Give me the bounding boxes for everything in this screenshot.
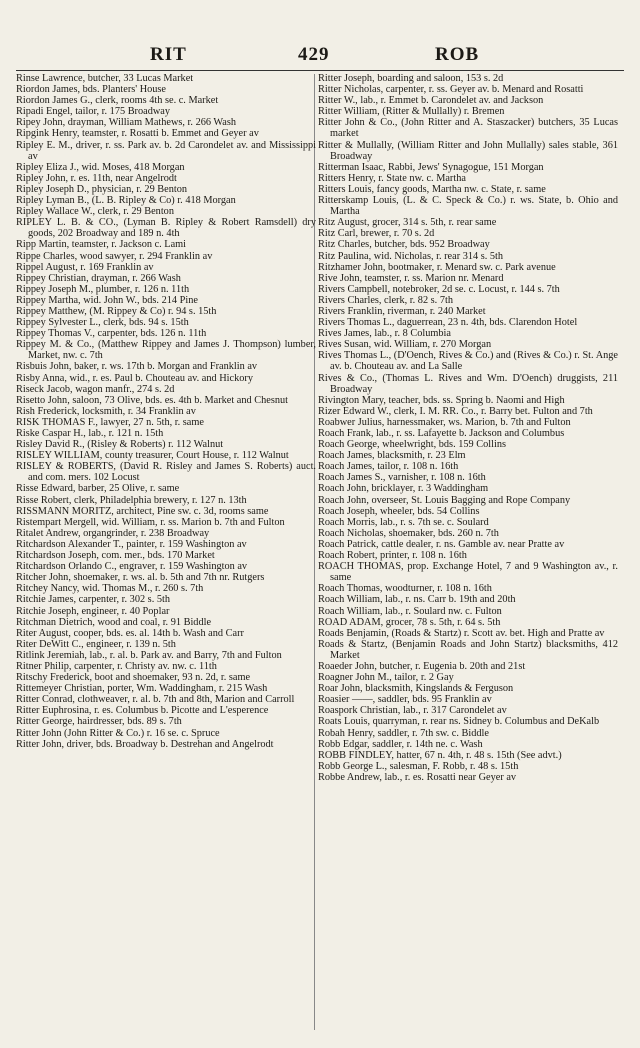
directory-entry: RISLEY WILLIAM, county treasurer, Court House, r. 112 Walnut xyxy=(16,450,289,462)
directory-entry: Ripey John, drayman, William Mathews, r. 266 Wash xyxy=(16,117,237,129)
directory-entry: Roaspork Christian, lab., r. 317 Carondelet av xyxy=(318,705,507,717)
directory-entry: RISLEY & ROBERTS, (David R. Risley and James S. Roberts) auct. and com. mers. 102 Locust xyxy=(16,461,316,484)
directory-entry: Ritz August, grocer, 314 s. 5th, r. rear same xyxy=(318,217,497,229)
directory-entry: Roads & Startz, (Benjamin Roads and John Startz) blacksmiths, 412 Market xyxy=(318,638,618,661)
right-column xyxy=(318,73,618,783)
directory-entry: Ritter Nicholas, carpenter, r. ss. Geyer av. b. Menard and Rosatti xyxy=(318,84,584,96)
directory-entry: Rippey Sylvester L., clerk, bds. 94 s. 15th xyxy=(16,317,189,329)
directory-entry: Ritter William, (Ritter & Mullally) r. Bremen xyxy=(318,106,505,118)
directory-entry: Riter August, cooper, bds. es. al. 14th b. Wash and Carr xyxy=(16,627,244,639)
directory-entry: Risby Anna, wid., r. es. Paul b. Chouteau av. and Hickory xyxy=(16,372,253,384)
directory-entry: Roach Morris, lab., r. s. 7th se. c. Soulard xyxy=(318,516,489,528)
directory-entry: Rippey Joseph M., plumber, r. 126 n. 11th xyxy=(16,283,190,295)
directory-entry: Roach James, tailor, r. 108 n. 16th xyxy=(318,461,459,473)
directory-entry: Roabwer Julius, harnessmaker, ws. Marion, b. 7th and Fulton xyxy=(318,416,571,428)
header-rule xyxy=(16,70,624,71)
directory-entry: Rippe Charles, wood sawyer, r. 294 Franklin av xyxy=(16,250,213,262)
directory-entry: Roach James, blacksmith, r. 23 Elm xyxy=(318,450,466,462)
directory-entry: RIPLEY L. B. & CO., (Lyman B. Ripley & Robert Ramsdell) dry goods, 202 Broadway and 189 n. 4th xyxy=(16,217,316,240)
directory-entry: Robb George L., salesman, F. Robb, r. 48 s. 15th xyxy=(318,760,519,772)
directory-entry: Rinse Lawrence, butcher, 33 Lucas Market xyxy=(16,73,194,84)
directory-entry: Ritterman Isaac, Rabbi, Jews' Synagogue, 151 Morgan xyxy=(318,161,544,173)
page-number: 429 xyxy=(298,44,330,65)
directory-entry: Ritters Henry, r. State nw. c. Martha xyxy=(318,172,466,184)
directory-entry: Rish Frederick, locksmith, r. 34 Franklin av xyxy=(16,405,196,417)
directory-entry: Ripley John, r. es. 11th, near Angelrodt xyxy=(16,172,177,184)
directory-entry: ROBB FINDLEY, hatter, 67 n. 4th, r. 48 s. 15th (See advt.) xyxy=(318,749,562,761)
directory-entry: Ritchie Joseph, engineer, r. 40 Poplar xyxy=(16,605,170,617)
directory-entry: Rippey Thomas V., carpenter, bds. 126 n. 11th xyxy=(16,328,207,340)
directory-entry: Roach William, lab., r. Soulard nw. c. Fulton xyxy=(318,605,502,617)
directory-entry: Robb Edgar, saddler, r. 14th ne. c. Wash xyxy=(318,738,483,750)
directory-entry: Roach Thomas, woodturner, r. 108 n. 16th xyxy=(318,583,492,595)
directory-entry: RISSMANN MORITZ, architect, Pine sw. c. 3d, rooms same xyxy=(16,505,269,517)
directory-entry: Ritter John & Co., (John Ritter and A. Staszacker) butchers, 35 Lucas market xyxy=(318,117,618,140)
directory-entry: Ripadi Engel, tailor, r. 175 Broadway xyxy=(16,106,171,118)
directory-entry: Ritter John, driver, bds. Broadway b. Destrehan and Angelrodt xyxy=(16,738,274,750)
directory-entry: Rippey Martha, wid. John W., bds. 214 Pine xyxy=(16,294,198,306)
directory-entry: Risse Edward, barber, 25 Olive, r. same xyxy=(16,483,180,495)
directory-entry: Ritter John (John Ritter & Co.) r. 16 se. c. Spruce xyxy=(16,727,220,739)
directory-entry: Ritcher John, shoemaker, r. ws. al. b. 5th and 7th nr. Rutgers xyxy=(16,572,265,584)
directory-entry: Rivers Campbell, notebroker, 2d se. c. Locust, r. 144 s. 7th xyxy=(318,283,560,295)
directory-entry: Rives James, lab., r. 8 Columbia xyxy=(318,328,451,340)
directory-entry: Riseck Jacob, wagon manfr., 274 s. 2d xyxy=(16,383,175,395)
directory-entry: Ritchman Dietrich, wood and coal, r. 91 Biddle xyxy=(16,616,212,628)
directory-entry: Roach Robert, printer, r. 108 n. 16th xyxy=(318,550,467,562)
directory-entry: Ritner Philip, carpenter, r. Christy av. nw. c. 11th xyxy=(16,660,217,672)
directory-entry: Rivington Mary, teacher, bds. ss. Spring b. Naomi and High xyxy=(318,394,565,406)
directory-entry: Roats Louis, quarryman, r. rear ns. Sidney b. Columbus and DeKalb xyxy=(318,716,600,728)
directory-entry: Rives Thomas L., (D'Oench, Rives & Co.) and (Rives & Co.) r. St. Ange av. b. Chouteau av. and La Salle xyxy=(318,350,618,373)
directory-entry: Ritter Euphrosina, r. es. Columbus b. Picotte and L'esperence xyxy=(16,705,269,717)
left-column xyxy=(16,73,316,750)
directory-entry: Ripgink Henry, teamster, r. Rosatti b. Emmet and Geyer av xyxy=(16,128,259,140)
directory-entry: Roach James S., varnisher, r. 108 n. 16th xyxy=(318,472,486,484)
directory-entry: Roach John, bricklayer, r. 3 Waddingham xyxy=(318,483,489,495)
directory-entry: Ritz Paulina, wid. Nicholas, r. rear 314 s. 5th xyxy=(318,250,504,262)
directory-entry: RISK THOMAS F., lawyer, 27 n. 5th, r. same xyxy=(16,416,204,428)
directory-entry: Roach Joseph, wheeler, bds. 54 Collins xyxy=(318,505,480,517)
directory-entry: Roach Patrick, cattle dealer, r. ns. Gamble av. near Pratte av xyxy=(318,538,565,550)
directory-entry: Ripley Lyman B., (L. B. Ripley & Co) r. 418 Morgan xyxy=(16,195,236,207)
directory-entry: Ritalet Andrew, organgrinder, r. 238 Broadway xyxy=(16,527,210,539)
directory-entry: Ripp Martin, teamster, r. Jackson c. Lami xyxy=(16,239,187,251)
directory-entry: Rippey M. & Co., (Matthew Rippey and James J. Thompson) lumber, Market, nw. c. 7th xyxy=(16,339,316,362)
directory-entry: Rittemeyer Christian, porter, Wm. Waddingham, r. 215 Wash xyxy=(16,683,268,695)
directory-entry: Ritter W., lab., r. Emmet b. Carondelet av. and Jackson xyxy=(318,95,544,107)
directory-entry: Risbuis John, baker, r. ws. 17th b. Morgan and Franklin av xyxy=(16,361,258,373)
directory-entry: Risse Robert, clerk, Philadelphia brewery, r. 127 n. 13th xyxy=(16,494,247,506)
directory-entry: Roach William, lab., r. ns. Carr b. 19th and 20th xyxy=(318,594,516,606)
directory-entry: Roagner John M., tailor, r. 2 Gay xyxy=(318,672,454,684)
directory-entry: Rippey Christian, drayman, r. 266 Wash xyxy=(16,272,181,284)
directory-entry: Ritter Conrad, clothweaver, r. al. b. 7th and 8th, Marion and Carroll xyxy=(16,694,295,706)
directory-entry: Roach John, overseer, St. Louis Bagging and Rope Company xyxy=(318,494,571,506)
directory-entry: Ritter Joseph, boarding and saloon, 153 s. 2d xyxy=(318,73,504,84)
directory-entry: Riske Caspar H., lab., r. 121 n. 15th xyxy=(16,428,164,439)
directory-entry: Rives Susan, wid. William, r. 270 Morgan xyxy=(318,339,492,351)
directory-entry: Roasier ——, saddler, bds. 95 Franklin av xyxy=(318,694,492,706)
directory-entry: Roar John, blacksmith, Kingslands & Ferguson xyxy=(318,683,514,695)
directory-entry: Ritchardson Orlando C., engraver, r. 159 Washington av xyxy=(16,561,248,573)
directory-entry: Risley David R., (Risley & Roberts) r. 112 Walnut xyxy=(16,439,224,451)
directory-entry: Robbe Andrew, lab., r. es. Rosatti near Geyer av xyxy=(318,771,517,783)
directory-entry: Riordon James G., clerk, rooms 4th se. c. Market xyxy=(16,95,219,107)
directory-entry: Ritschy Frederick, boot and shoemaker, 93 n. 2d, r. same xyxy=(16,672,251,684)
directory-entry: Ritchey Nancy, wid. Thomas M., r. 260 s. 7th xyxy=(16,583,204,595)
directory-entry: Riordon James, bds. Planters' House xyxy=(16,84,167,96)
directory-entry: Ristempart Mergell, wid. William, r. ss. Marion b. 7th and Fulton xyxy=(16,516,285,528)
directory-entry: Rizer Edward W., clerk, I. M. RR. Co., r. Barry bet. Fulton and 7th xyxy=(318,405,593,417)
directory-entry: Ripley Wallace W., clerk, r. 29 Benton xyxy=(16,206,174,218)
directory-entry: Ritchardson Alexander T., painter, r. 159 Washington av xyxy=(16,538,247,550)
directory-entry: Rivers Thomas L., daguerrean, 23 n. 4th, bds. Clarendon Hotel xyxy=(318,317,578,329)
directory-entry: Roach George, wheelwright, bds. 159 Collins xyxy=(318,439,506,451)
directory-entry: ROAD ADAM, grocer, 78 s. 5th, r. 64 s. 5th xyxy=(318,616,501,628)
directory-entry: Risetto John, saloon, 73 Olive, bds. es. 4th b. Market and Chesnut xyxy=(16,394,288,406)
header-right-guide-word: ROB xyxy=(435,44,480,65)
directory-entry: Roads Benjamin, (Roads & Startz) r. Scott av. bet. High and Pratte av xyxy=(318,627,605,639)
directory-entry: Ritz Charles, butcher, bds. 952 Broadway xyxy=(318,239,490,251)
directory-entry: Robah Henry, saddler, r. 7th sw. c. Biddle xyxy=(318,727,489,739)
directory-entry: Ripley E. M., driver, r. ss. Park av. b. 2d Carondelet av. and Mississippi av xyxy=(16,139,316,162)
directory-entry: Ritz Carl, brewer, r. 70 s. 2d xyxy=(318,228,435,240)
directory-entry: Ritchie James, carpenter, r. 302 s. 5th xyxy=(16,594,171,606)
directory-entry: Riter DeWitt C., engineer, r. 139 n. 5th xyxy=(16,638,176,650)
directory-entry: Ritter George, hairdresser, bds. 89 s. 7th xyxy=(16,716,182,728)
directory-entry: Rivers Charles, clerk, r. 82 s. 7th xyxy=(318,294,453,306)
directory-entry: Rive John, teamster, r. ss. Marion nr. Menard xyxy=(318,272,504,284)
directory-entry: Ripley Joseph D., physician, r. 29 Benton xyxy=(16,183,188,195)
directory-entry: Rippey Matthew, (M. Rippey & Co) r. 94 s. 15th xyxy=(16,305,217,317)
directory-entry: Ritzhamer John, bootmaker, r. Menard sw. c. Park avenue xyxy=(318,261,556,273)
directory-entry: Ritter & Mullally, (William Ritter and John Mullally) sales stable, 361 Broadway xyxy=(318,139,618,162)
directory-entry: Rippel August, r. 169 Franklin av xyxy=(16,261,154,273)
directory-entry: Roach Nicholas, shoemaker, bds. 260 n. 7th xyxy=(318,527,499,539)
directory-entry: Ripley Eliza J., wid. Moses, 418 Morgan xyxy=(16,161,185,173)
directory-entry: Ritters Louis, fancy goods, Martha nw. c. State, r. same xyxy=(318,183,546,195)
directory-entry: Ritterskamp Louis, (L. & C. Speck & Co.) r. ws. State, b. Ohio and Martha xyxy=(318,195,618,218)
header-left-guide-word: RIT xyxy=(150,44,187,65)
directory-entry: Ritchardson Joseph, com. mer., bds. 170 Market xyxy=(16,550,215,562)
directory-entry: Rives & Co., (Thomas L. Rives and Wm. D'Oench) druggists, 211 Broadway xyxy=(318,372,618,395)
directory-entry: Ritlink Jeremiah, lab., r. al. b. Park av. and Barry, 7th and Fulton xyxy=(16,649,282,661)
directory-entry: ROACH THOMAS, prop. Exchange Hotel, 7 and 9 Washington av., r. same xyxy=(318,561,618,584)
directory-entry: Roach Frank, lab., r. ss. Lafayette b. Jackson and Columbus xyxy=(318,428,565,439)
directory-entry: Rivers Franklin, riverman, r. 240 Market xyxy=(318,305,486,317)
directory-entry: Roaeder John, butcher, r. Eugenia b. 20th and 21st xyxy=(318,660,526,672)
